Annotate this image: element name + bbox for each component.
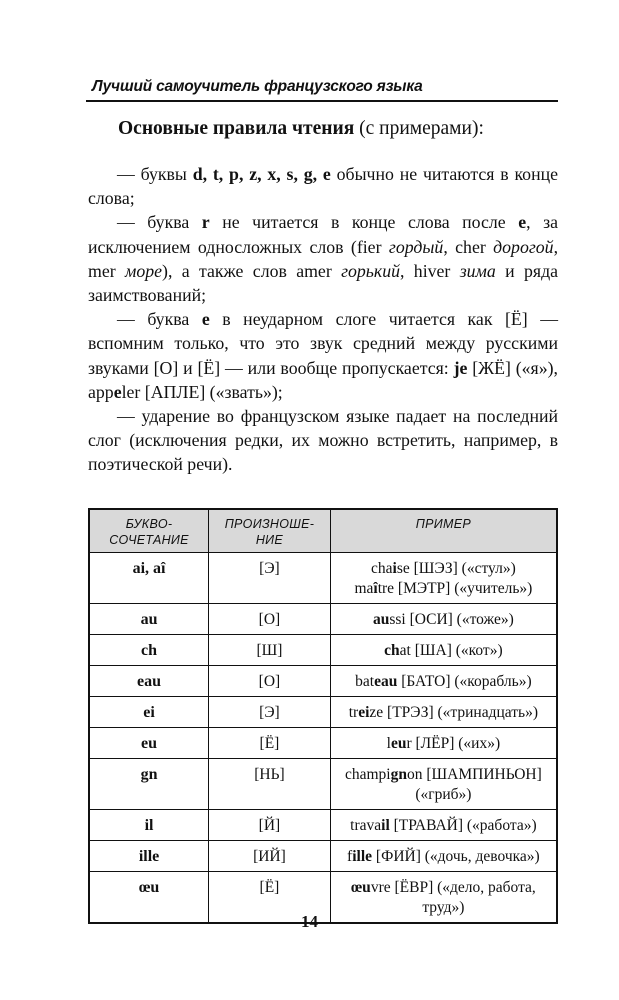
bold-run: r <box>201 212 210 233</box>
table-header-row <box>89 509 557 553</box>
pronunciation-cell: [НЬ] <box>209 759 331 810</box>
table-row <box>89 841 557 872</box>
pronunciation-cell: [Й] <box>209 810 331 841</box>
rules-text <box>88 162 558 477</box>
header-text: ПРИМЕР <box>415 517 471 531</box>
header-text: НИЕ <box>255 533 284 547</box>
text-run: не читается в конце слова после <box>209 212 519 233</box>
text-run: и ряда заимствований; <box>88 260 559 306</box>
pronunciation-cell: [Э] <box>209 697 331 728</box>
text-run: — ударение во французском языке падает на последний слог (исключения редки, их можно встретить, например, в поэтической речи). <box>88 406 558 475</box>
text-run: tr <box>348 704 359 721</box>
bold-run: je <box>453 357 468 378</box>
text-run: [БАТО] («корабль») <box>397 673 532 690</box>
table-row <box>89 666 557 697</box>
header-text: ПРОИЗНОШЕ- <box>224 517 315 531</box>
text-run: , hiver <box>400 260 460 281</box>
bold-run: ille <box>352 848 373 865</box>
section-heading <box>118 118 484 140</box>
example-cell <box>330 553 557 604</box>
bold-run: ch <box>384 642 400 659</box>
header-pronunciation <box>209 509 331 553</box>
bold-run: î <box>373 580 378 597</box>
text-run: ler [АПЛЕ] («звать»); <box>121 381 283 402</box>
example-cell <box>330 604 557 635</box>
text-run: [ТРАВАЙ] («работа») <box>389 817 537 834</box>
text-run: ze [ТРЭЗ] («тринадцать») <box>369 704 539 721</box>
combination-cell: ch <box>89 635 209 666</box>
text-run: vre [ЁВР] («дело, работа, <box>370 879 536 896</box>
combination-cell: eau <box>89 666 209 697</box>
table-row <box>89 604 557 635</box>
pronunciation-cell: [Ё] <box>209 872 331 924</box>
text-run: — буква <box>117 212 202 233</box>
bold-run: œu <box>350 879 371 896</box>
text-run: , за исключением односложных слов (fier <box>88 212 558 257</box>
text-run: ma <box>354 580 374 597</box>
italic-run: дорогой <box>493 236 554 257</box>
text-run: se [ШЭЗ] («стул») <box>396 560 516 577</box>
text-run: r [ЛЁР] («их») <box>406 735 501 752</box>
text-run: — буквы <box>117 164 193 184</box>
rule-paragraph <box>88 307 558 404</box>
pronunciation-cell: [Ш] <box>209 635 331 666</box>
example-cell <box>330 841 557 872</box>
bold-run: eau <box>374 673 398 690</box>
letter-combination-table-wrap <box>88 508 558 924</box>
bold-run: gn <box>390 766 407 783</box>
combination-cell: il <box>89 810 209 841</box>
italic-run: гордый <box>388 236 444 257</box>
combination-cell: ille <box>89 841 209 872</box>
bold-run: e <box>201 309 210 330</box>
running-head: Лучший самоучитель французского языка <box>92 78 423 95</box>
table-row <box>89 728 557 759</box>
text-run: — буква <box>117 309 202 330</box>
bold-run: ei <box>358 704 370 721</box>
text-run: on [ШАМПИНЬОН] <box>406 766 542 783</box>
example-cell <box>330 666 557 697</box>
table-body <box>89 553 557 924</box>
bold-run: d, t, p, z, x, s, g, e <box>192 164 331 184</box>
example-cell <box>330 759 557 810</box>
text-run: cha <box>371 560 393 577</box>
text-run: , cher <box>443 236 494 257</box>
table-row <box>89 697 557 728</box>
text-run: , mer <box>88 236 559 281</box>
text-run: ), а также слов amer <box>162 260 342 281</box>
section-heading-bold: Основные правила чтения <box>118 118 355 139</box>
rule-paragraph <box>88 210 558 307</box>
combination-cell: œu <box>89 872 209 924</box>
text-run: f <box>347 848 353 865</box>
bold-run: e <box>113 381 122 402</box>
table-row <box>89 810 557 841</box>
bold-run: il <box>381 817 390 834</box>
combination-cell: au <box>89 604 209 635</box>
table-row <box>89 635 557 666</box>
example-cell <box>330 635 557 666</box>
bold-run: i <box>392 560 397 577</box>
text-run: обычно не читаются в конце слова; <box>88 164 558 209</box>
pronunciation-cell: [О] <box>209 604 331 635</box>
table-row <box>89 553 557 604</box>
example-cell <box>330 728 557 759</box>
header-rule <box>86 100 558 102</box>
italic-run: зима <box>459 260 496 281</box>
combination-cell: ei <box>89 697 209 728</box>
bold-run: eu <box>390 735 407 752</box>
pronunciation-cell: [Э] <box>209 553 331 604</box>
rule-paragraph <box>88 404 558 477</box>
text-run: tre [МЭТР] («учитель») <box>377 580 533 597</box>
pronunciation-cell: [ИЙ] <box>209 841 331 872</box>
example-cell <box>330 810 557 841</box>
combination-cell: eu <box>89 728 209 759</box>
pronunciation-cell: [Ё] <box>209 728 331 759</box>
header-example <box>330 509 557 553</box>
section-heading-rest: (с примерами): <box>354 118 484 139</box>
example-cell <box>330 697 557 728</box>
combination-cell: gn <box>89 759 209 810</box>
pronunciation-cell: [О] <box>209 666 331 697</box>
table-row <box>89 759 557 810</box>
text-run: [ЖЁ] («я»), app <box>88 357 558 402</box>
text-run: trava <box>350 817 382 834</box>
text-run: at [ША] («кот») <box>399 642 503 659</box>
combination-cell: ai, aî <box>89 553 209 604</box>
italic-run: море <box>125 260 163 281</box>
header-text: СОЧЕТАНИЕ <box>109 533 189 547</box>
letter-combination-table <box>88 508 558 924</box>
bold-run: e <box>518 212 527 233</box>
rule-paragraph <box>88 162 558 210</box>
text-run: ssi [ОСИ] («тоже») <box>389 611 514 628</box>
text-run: («гриб») <box>415 786 472 803</box>
header-text: БУКВО- <box>125 517 173 531</box>
italic-run: горький <box>341 260 401 281</box>
text-run: в неударном слоге читается как [Ё] — вспомним только, что это звук средний между русскими звуками [О] и [Ё] — или вообще пропускается: <box>88 309 559 378</box>
text-run: труд») <box>422 899 465 916</box>
text-run: champi <box>344 766 391 783</box>
header-combination <box>89 509 209 553</box>
text-run: l <box>386 735 391 752</box>
text-run: [ФИЙ] («дочь, девочка») <box>372 848 540 865</box>
bold-run: au <box>372 611 390 628</box>
page-number: 14 <box>301 912 318 931</box>
text-run: bat <box>355 673 375 690</box>
